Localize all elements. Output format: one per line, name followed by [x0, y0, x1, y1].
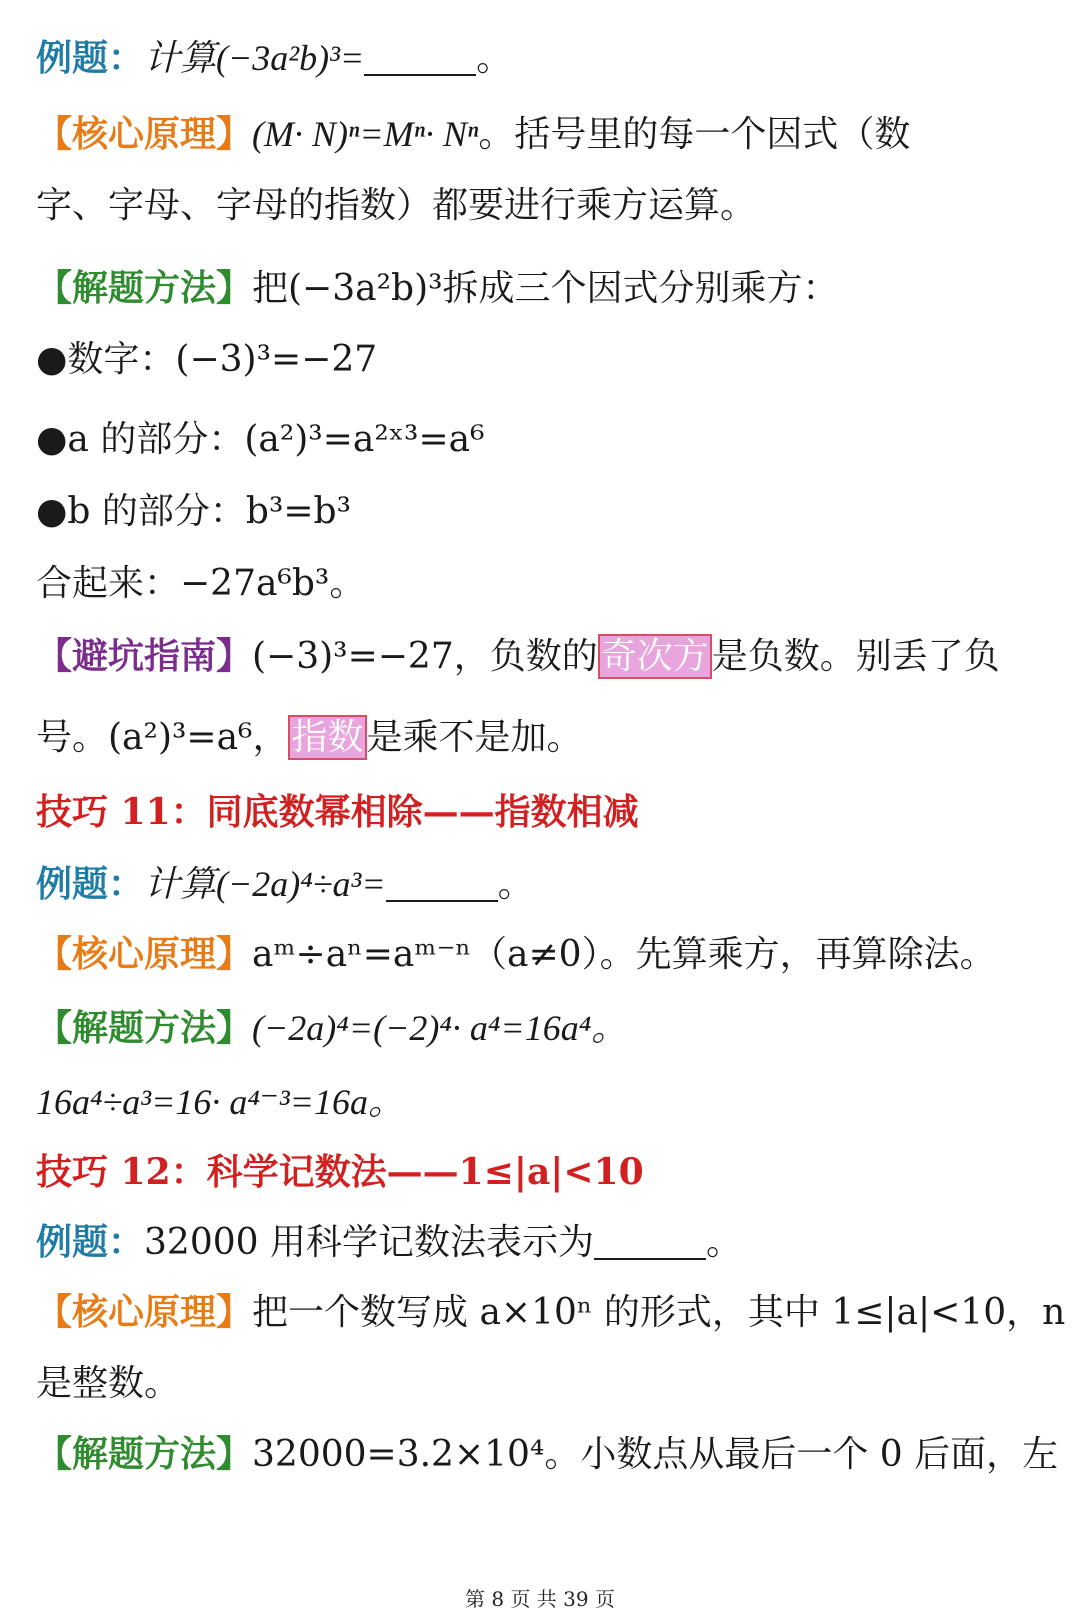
- method-text: 32000=3.2×10⁴。小数点从最后一个 0 后面，左: [252, 1434, 1059, 1475]
- answer-blank: [386, 868, 498, 902]
- tip-title: 技巧 12：科学记数法——1≤|a|<10: [36, 1151, 644, 1193]
- page-footer: 第 8 页 共 39 页: [465, 1587, 615, 1611]
- example-3-line: 例题：32000 用科学记数法表示为 。: [36, 1221, 742, 1263]
- example-label: 例题：: [36, 863, 145, 905]
- example-1-line: 例题：计算(−3a²b)³= 。: [36, 37, 513, 79]
- core-principle-label: 【核心原理】: [36, 113, 253, 155]
- core-principle-label: 【核心原理】: [36, 933, 253, 975]
- core-principle-3-line-2: [36, 1360, 1044, 1408]
- bullet-number: [36, 336, 1044, 384]
- answer-blank: [594, 1226, 706, 1260]
- example-2-line: 例题：计算(−2a)⁴÷a³= 。: [36, 863, 534, 905]
- tip-11-heading: [36, 788, 1044, 837]
- pitfall-line-2: 号。(a²)³=a⁶，指数是乘不是加。: [36, 717, 583, 758]
- core-principle-2-line: [36, 930, 1044, 979]
- pitfall-label: 【避坑指南】: [36, 635, 253, 677]
- core-text-continued: 字、字母、字母的指数）都要进行乘方运算。: [36, 185, 757, 226]
- method-label: 【解题方法】: [36, 1433, 253, 1475]
- method-1-line: [36, 264, 1044, 313]
- core-text: 。括号里的每一个因式（数: [478, 114, 911, 155]
- example-question: 计算(−2a)⁴÷a³=: [144, 864, 386, 904]
- core-text: aᵐ÷aⁿ=aᵐ⁻ⁿ（a≠0）。先算乘方，再算除法。: [252, 934, 996, 975]
- document-page: [36, 0, 1066, 1623]
- highlight-odd-power: 奇次方: [598, 634, 712, 679]
- method-text: 把(−3a²b)³拆成三个因式分别乘方：: [252, 268, 839, 309]
- method-label: 【解题方法】: [36, 267, 253, 309]
- example-label: 例题：: [36, 1221, 145, 1263]
- example-question: 计算(−3a²b)³=: [144, 38, 365, 78]
- core-principle-1-line: [36, 110, 1044, 159]
- method-3-line: [36, 1430, 1059, 1479]
- method-2-line-2: [36, 1078, 1044, 1127]
- core-principle-3-line: [36, 1288, 1066, 1337]
- bullet-text: ●b 的部分：b³=b³: [36, 491, 352, 532]
- pitfall-line-1: 【避坑指南】(−3)³=−27，负数的奇次方是负数。别丢了负: [36, 635, 1000, 677]
- tip-12-heading: [36, 1148, 1044, 1197]
- example-question: 32000 用科学记数法表示为: [144, 1222, 594, 1263]
- method-text-continued: 16a⁴÷a³=16· a⁴⁻³=16a。: [36, 1082, 404, 1122]
- method-label: 【解题方法】: [36, 1007, 253, 1049]
- tip-title: 技巧 11：同底数幂相除——指数相减: [36, 791, 639, 833]
- example-label: 例题：: [36, 37, 145, 79]
- bullet-b: [36, 488, 1044, 536]
- highlight-exponent: 指数: [288, 715, 366, 760]
- method-2-line: [36, 1004, 1044, 1053]
- combined-result: [36, 560, 1044, 608]
- core-principle-1-line-2: [36, 182, 1044, 230]
- method-text: (−2a)⁴=(−2)⁴· a⁴=16a⁴。: [252, 1008, 628, 1048]
- core-formula: (M· N)ⁿ=Mⁿ· Nⁿ: [252, 114, 479, 154]
- bullet-text: ●数字：(−3)³=−27: [36, 339, 378, 380]
- core-text: 把一个数写成 a×10ⁿ 的形式，其中 1≤|a|<10，n: [252, 1292, 1066, 1333]
- bullet-a: [36, 416, 1044, 464]
- answer-blank: [364, 42, 476, 76]
- bullet-text: ●a 的部分：(a²)³=a²ˣ³=a⁶: [36, 419, 485, 460]
- combined-text: 合起来：−27a⁶b³。: [36, 563, 366, 604]
- core-text-continued: 是整数。: [36, 1363, 181, 1404]
- core-principle-label: 【核心原理】: [36, 1291, 253, 1333]
